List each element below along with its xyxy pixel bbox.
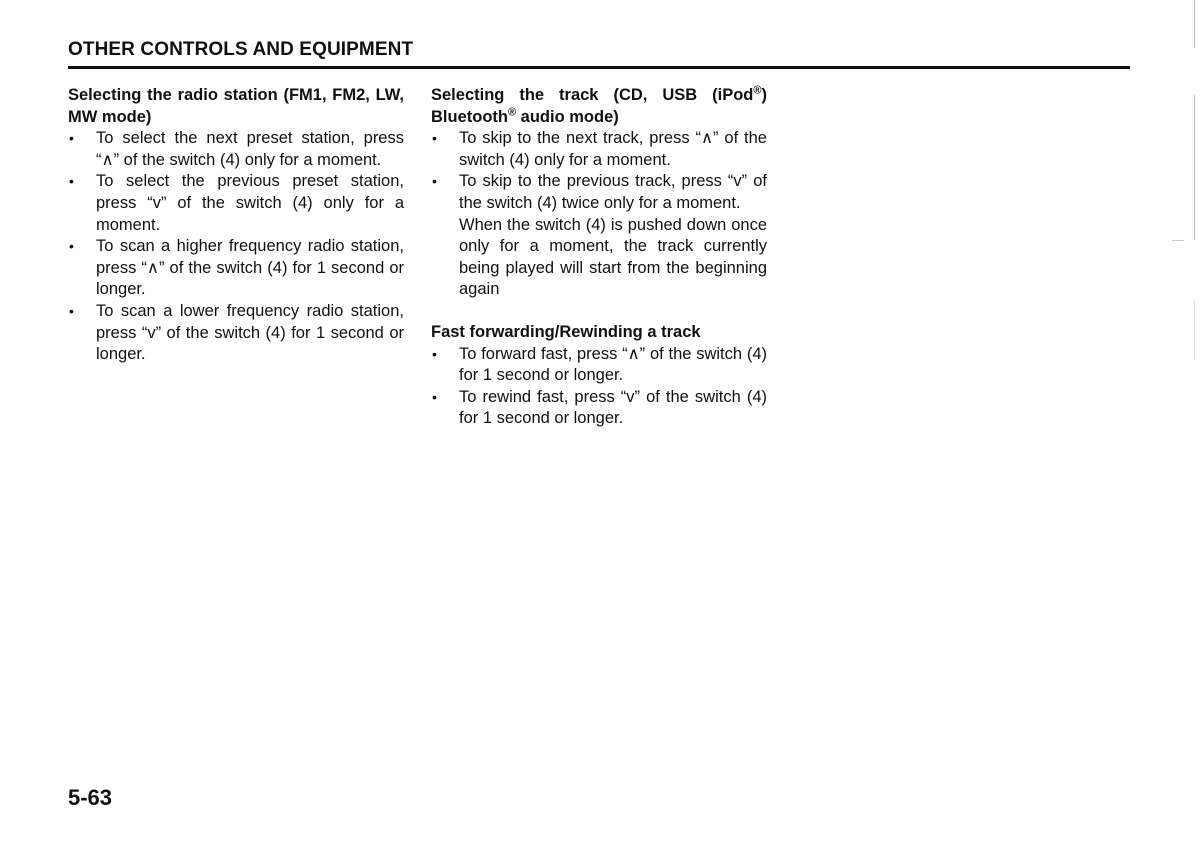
track-title-part: audio mode)	[516, 107, 619, 126]
track-title-part: ) Bluetooth	[431, 86, 767, 126]
list-item-text: To select the next preset station, press “∧” of the switch (4) only for a moment.	[96, 129, 404, 169]
scan-edge-line	[1194, 95, 1195, 240]
bullet-icon: •	[69, 130, 74, 147]
radio-list	[68, 128, 404, 366]
list-item	[431, 387, 767, 430]
column-left	[68, 85, 404, 366]
list-item-text: To skip to the previous track, press “v” of the switch (4) twice only for a moment.	[459, 172, 767, 212]
list-item	[68, 236, 404, 301]
registered-mark: ®	[753, 84, 762, 97]
page-number: 5-63	[68, 785, 113, 810]
track-title-part: Selecting the track (CD, USB (iPod	[431, 86, 754, 104]
track-list	[431, 128, 767, 301]
fast-list	[431, 344, 767, 430]
list-item-text: To rewind fast, press “v” of the switch (4) for 1 second or longer.	[459, 387, 767, 428]
bullet-icon: •	[432, 345, 437, 362]
page-header	[68, 38, 1130, 69]
page-title: OTHER CONTROLS AND EQUIPMENT	[68, 39, 414, 60]
bullet-icon: •	[432, 173, 437, 190]
list-item	[68, 171, 404, 236]
list-item-text: To skip to the next track, press “∧” of the switch (4) only for a moment.	[459, 129, 767, 169]
radio-section-title: Selecting the radio station (FM1, FM2, LW, MW mode)	[68, 86, 404, 126]
list-item-text: To select the previous preset station, press “v” of the switch (4) only for a moment.	[96, 172, 404, 234]
list-item	[68, 128, 404, 171]
list-item	[431, 128, 767, 171]
list-item-text: To scan a higher frequency radio station, press “∧” of the switch (4) for 1 second or longer.	[96, 237, 404, 299]
bullet-icon: •	[432, 130, 437, 147]
track-section-title	[431, 85, 767, 128]
list-item-text: To forward fast, press “∧” of the switch (4) for 1 second or longer.	[459, 344, 767, 385]
track-note: When the switch (4) is pushed down once only for a moment, the track currently being played will start from the beginning again	[459, 215, 767, 299]
bullet-icon: •	[69, 302, 74, 319]
scan-edge-mark	[1172, 240, 1184, 241]
scan-edge-line	[1194, 300, 1195, 360]
bullet-icon: •	[69, 238, 74, 255]
scan-edge-line	[1194, 0, 1195, 48]
fast-section-title: Fast forwarding/Rewinding a track	[431, 322, 701, 341]
list-item	[68, 301, 404, 366]
column-middle	[431, 85, 767, 430]
registered-mark: ®	[507, 106, 517, 119]
list-item-text: To scan a lower frequency radio station, press “v” of the switch (4) for 1 second or longer.	[96, 301, 404, 364]
list-item	[431, 344, 767, 387]
header-rule	[68, 66, 1130, 69]
bullet-icon: •	[432, 388, 437, 405]
bullet-icon: •	[69, 173, 74, 190]
list-item	[431, 171, 767, 301]
